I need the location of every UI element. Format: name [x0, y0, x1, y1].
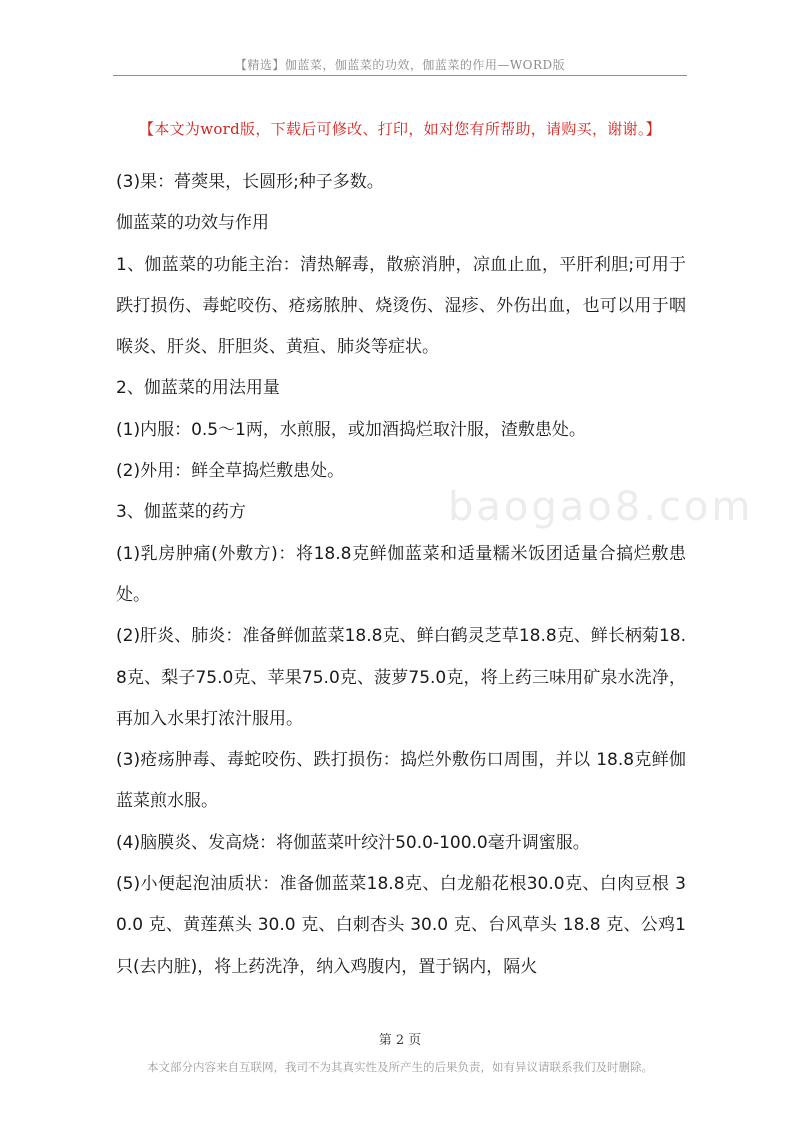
page-number: 第 2 页 [378, 1033, 422, 1048]
paragraph-prescription-3: (3)疮疡肿毒、毒蛇咬伤、跌打损伤：捣烂外敷伤口周围，并以 18.8克鲜伽蓝菜煎水服。 [116, 750, 686, 812]
purchase-notice: 【本文为word版，下载后可修改、打印，如对您有所帮助，请购买，谢谢。】 [139, 120, 661, 138]
paragraph-heading-usage: 2、伽蓝菜的用法用量 [116, 378, 280, 399]
paragraph-prescription-1: (1)乳房肿痛(外敷方)：将18.8克鲜伽蓝菜和适量糯米饭团适量合搞烂敷患处。 [116, 543, 686, 605]
footer-disclaimer: 本文部分内容来自互联网，我司不为其真实性及所产生的后果负责，如有异议请联系我们及时删除。 [147, 1060, 653, 1074]
body-text [116, 162, 686, 988]
page-header: 【精选】伽蓝菜，伽蓝菜的功效，伽蓝菜的作用—WORD版 [234, 58, 566, 72]
paragraph-internal-use: (1)内服：0.5～1两，水煎服，或加酒捣烂取汁服，渣敷患处。 [116, 419, 586, 440]
header-divider [113, 75, 687, 76]
paragraph-functions: 1、伽蓝菜的功能主治：清热解毒，散瘀消肿，凉血止血，平肝利胆;可用于跌打损伤、毒蛇咬伤、疮疡脓肿、烧烫伤、湿疹、外伤出血，也可以用于咽喉炎、肝炎、肝胆炎、黄疸、肺炎等症状。 [116, 254, 686, 358]
paragraph-prescription-2: (2)肝炎、肺炎：准备鲜伽蓝菜18.8克、鲜白鹤灵芝草18.8克、鲜长柄菊18.8克、梨子75.0克、苹果75.0克、菠萝75.0克，将上药三味用矿泉水洗净，再加入水果打浓汁服用。 [116, 626, 686, 729]
paragraph-heading-prescriptions: 3、伽蓝菜的药方 [116, 502, 246, 523]
watermark: baogao8.com [448, 484, 754, 530]
paragraph-fruit: (3)果：蓇葖果，长圆形;种子多数。 [116, 172, 384, 192]
paragraph-heading-efficacy: 伽蓝菜的功效与作用 [116, 213, 269, 234]
paragraph-prescription-4: (4)脑膜炎、发高烧：将伽蓝菜叶绞汁50.0-100.0毫升调蜜服。 [116, 832, 590, 853]
paragraph-external-use: (2)外用：鲜全草捣烂敷患处。 [116, 461, 345, 482]
paragraph-prescription-5: (5)小便起泡油质状：准备伽蓝菜18.8克、白龙船花根30.0克、白肉豆根 30.0 克、黄莲蕉头 30.0 克、白刺杏头 30.0 克、台风草头 18.8 克、公鸡1只(去内脏)，将上药洗净，纳入鸡腹内，置于锅内，隔火 [116, 874, 686, 977]
